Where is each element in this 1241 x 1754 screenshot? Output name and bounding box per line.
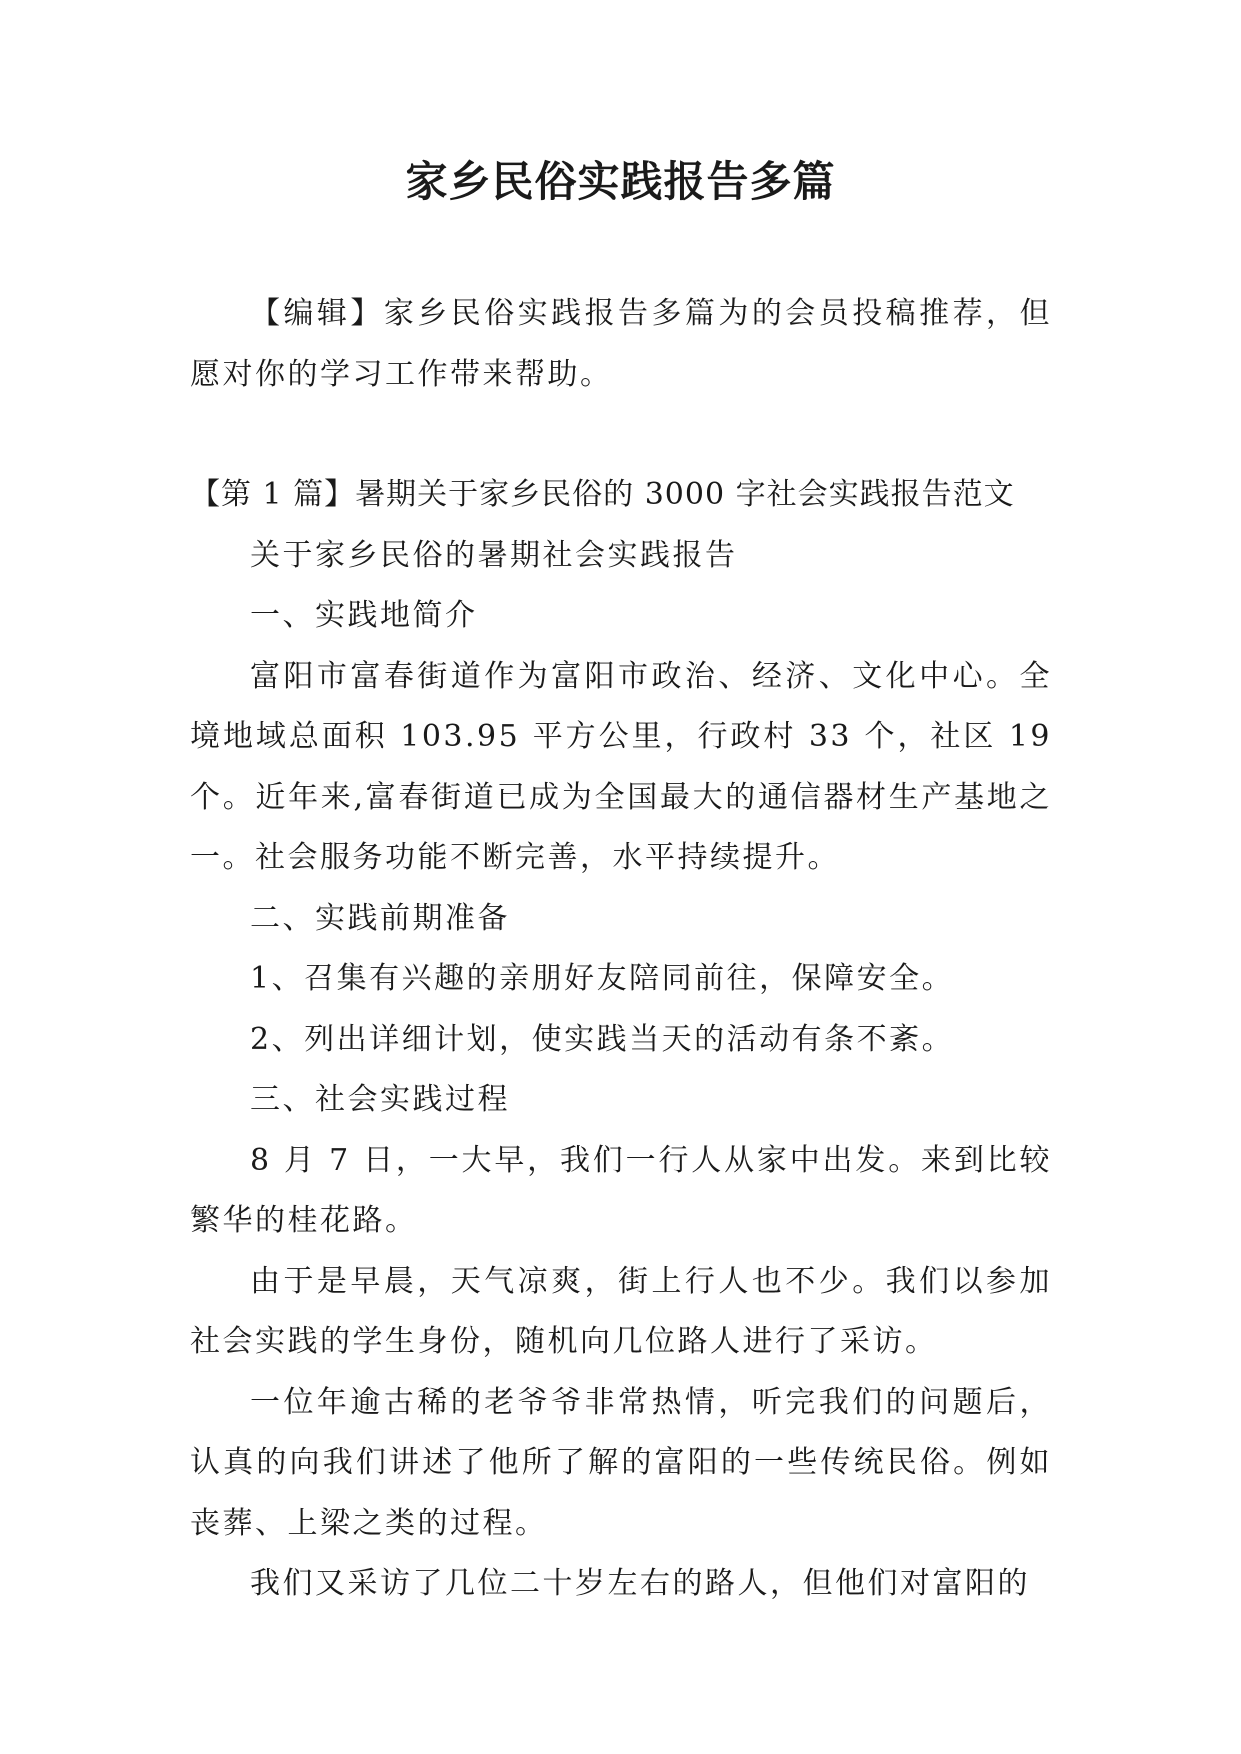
heading-preparation: 二、实践前期准备 <box>250 900 510 936</box>
body-paragraph: 8 月 7 日，一大早，我们一行人从家中出发。来到比较繁华的桂花路。 <box>190 1142 1052 1238</box>
document-body <box>190 284 1052 1615</box>
heading-site-intro: 一、实践地简介 <box>250 598 478 633</box>
body-paragraph: 我们又采访了几位二十岁左右的路人，但他们对富阳的 <box>250 1566 1030 1601</box>
list-item: 1、召集有兴趣的亲朋好友陪同前往，保障安全。 <box>250 961 955 996</box>
body-paragraph: 富阳市富春街道作为富阳市政治、经济、文化中心。全境地域总面积 103.95 平方公里，行政村 33 个，社区 19 个。近年来,富春街道已成为全国最大的通信器材生产基地之一。社会服务功能不断完善，水平持续提升。 <box>190 658 1052 875</box>
body-paragraph: 一位年逾古稀的老爷爷非常热情，听完我们的问题后，认真的向我们讲述了他所了解的富阳的一些传统民俗。例如丧葬、上梁之类的过程。 <box>190 1384 1052 1541</box>
intro-paragraph: 【编辑】家乡民俗实践报告多篇为的会员投稿推荐，但愿对你的学习工作带来帮助。 <box>190 296 1052 392</box>
section-heading: 【第 1 篇】暑期关于家乡民俗的 3000 字社会实践报告范文 <box>190 477 1015 512</box>
body-paragraph: 由于是早晨，天气凉爽，街上行人也不少。我们以参加社会实践的学生身份，随机向几位路人进行了采访。 <box>190 1263 1052 1359</box>
heading-process: 三、社会实践过程 <box>250 1082 510 1117</box>
report-subtitle: 关于家乡民俗的暑期社会实践报告 <box>250 537 738 573</box>
document-title: 家乡民俗实践报告多篇 <box>405 157 836 206</box>
list-item: 2、列出详细计划，使实践当天的活动有条不紊。 <box>250 1021 955 1057</box>
